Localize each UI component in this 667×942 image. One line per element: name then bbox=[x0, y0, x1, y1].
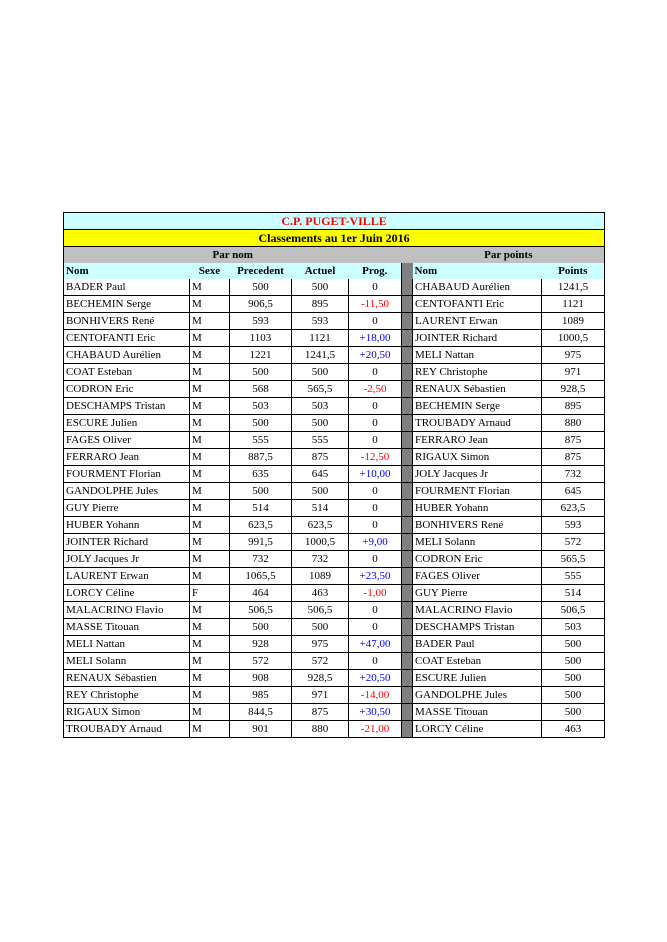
points-value: 500 bbox=[542, 653, 605, 670]
player-prog: 0 bbox=[349, 483, 402, 500]
player-sexe: M bbox=[190, 602, 230, 619]
separator-cell bbox=[402, 585, 413, 602]
table-row bbox=[64, 619, 605, 636]
table-row bbox=[64, 517, 605, 534]
col-prog: Prog. bbox=[349, 263, 402, 279]
player-prog: +20,50 bbox=[349, 347, 402, 364]
player-precedent: 572 bbox=[230, 653, 292, 670]
player-prog: +18,00 bbox=[349, 330, 402, 347]
player-sexe: M bbox=[190, 653, 230, 670]
player-precedent: 500 bbox=[230, 619, 292, 636]
player-name: FAGES Oliver bbox=[64, 432, 190, 449]
table-row bbox=[64, 704, 605, 721]
player-precedent: 464 bbox=[230, 585, 292, 602]
points-value: 1089 bbox=[542, 313, 605, 330]
table-row bbox=[64, 483, 605, 500]
player-name: MELI Solann bbox=[64, 653, 190, 670]
player-actuel: 500 bbox=[292, 279, 349, 296]
club-title: C.P. PUGET-VILLE bbox=[64, 213, 605, 230]
table-row bbox=[64, 500, 605, 517]
points-player-name: CODRON Eric bbox=[413, 551, 542, 568]
player-sexe: M bbox=[190, 296, 230, 313]
player-sexe: M bbox=[190, 466, 230, 483]
points-value: 880 bbox=[542, 415, 605, 432]
points-player-name: MASSE Titouan bbox=[413, 704, 542, 721]
separator-cell bbox=[402, 466, 413, 483]
player-name: LORCY Céline bbox=[64, 585, 190, 602]
player-precedent: 1221 bbox=[230, 347, 292, 364]
points-value: 565,5 bbox=[542, 551, 605, 568]
points-value: 514 bbox=[542, 585, 605, 602]
points-player-name: DESCHAMPS Tristan bbox=[413, 619, 542, 636]
player-name: RIGAUX Simon bbox=[64, 704, 190, 721]
points-player-name: HUBER Yohann bbox=[413, 500, 542, 517]
table-row bbox=[64, 449, 605, 466]
table-row bbox=[64, 279, 605, 296]
player-sexe: M bbox=[190, 347, 230, 364]
player-actuel: 875 bbox=[292, 449, 349, 466]
ranking-rows bbox=[64, 279, 605, 738]
player-sexe: M bbox=[190, 415, 230, 432]
table-row bbox=[64, 687, 605, 704]
ranking-title: Classements au 1er Juin 2016 bbox=[64, 230, 605, 247]
player-name: MALACRINO Flavio bbox=[64, 602, 190, 619]
points-player-name: CHABAUD Aurélien bbox=[413, 279, 542, 296]
col-nom-points: Nom bbox=[413, 263, 542, 279]
points-value: 463 bbox=[542, 721, 605, 738]
player-prog: 0 bbox=[349, 517, 402, 534]
player-prog: -12,50 bbox=[349, 449, 402, 466]
table-row bbox=[64, 466, 605, 483]
player-sexe: M bbox=[190, 704, 230, 721]
separator-cell bbox=[402, 313, 413, 330]
player-name: BADER Paul bbox=[64, 279, 190, 296]
player-prog: -11,50 bbox=[349, 296, 402, 313]
points-value: 971 bbox=[542, 364, 605, 381]
points-value: 593 bbox=[542, 517, 605, 534]
points-player-name: BECHEMIN Serge bbox=[413, 398, 542, 415]
player-prog: +23,50 bbox=[349, 568, 402, 585]
column-header-row bbox=[64, 263, 605, 279]
separator-cell bbox=[402, 449, 413, 466]
player-prog: 0 bbox=[349, 619, 402, 636]
table-row bbox=[64, 415, 605, 432]
section-header-row bbox=[64, 247, 605, 264]
player-sexe: M bbox=[190, 619, 230, 636]
col-nom: Nom bbox=[64, 263, 190, 279]
player-prog: +47,00 bbox=[349, 636, 402, 653]
player-name: TROUBADY Arnaud bbox=[64, 721, 190, 738]
table-row bbox=[64, 347, 605, 364]
player-actuel: 645 bbox=[292, 466, 349, 483]
points-player-name: MELI Solann bbox=[413, 534, 542, 551]
points-value: 875 bbox=[542, 432, 605, 449]
table-row bbox=[64, 534, 605, 551]
separator-cell bbox=[402, 721, 413, 738]
player-precedent: 901 bbox=[230, 721, 292, 738]
player-name: LAURENT Erwan bbox=[64, 568, 190, 585]
table-row bbox=[64, 585, 605, 602]
player-prog: 0 bbox=[349, 364, 402, 381]
player-sexe: M bbox=[190, 279, 230, 296]
player-actuel: 565,5 bbox=[292, 381, 349, 398]
player-prog: +20,50 bbox=[349, 670, 402, 687]
points-player-name: FAGES Oliver bbox=[413, 568, 542, 585]
player-prog: 0 bbox=[349, 415, 402, 432]
points-player-name: JOINTER Richard bbox=[413, 330, 542, 347]
player-actuel: 971 bbox=[292, 687, 349, 704]
points-player-name: MELI Nattan bbox=[413, 347, 542, 364]
player-name: GANDOLPHE Jules bbox=[64, 483, 190, 500]
points-value: 732 bbox=[542, 466, 605, 483]
separator-cell bbox=[402, 279, 413, 296]
player-sexe: M bbox=[190, 483, 230, 500]
player-prog: 0 bbox=[349, 551, 402, 568]
player-name: JOLY Jacques Jr bbox=[64, 551, 190, 568]
player-actuel: 503 bbox=[292, 398, 349, 415]
player-precedent: 500 bbox=[230, 415, 292, 432]
separator-cell bbox=[402, 534, 413, 551]
player-name: MELI Nattan bbox=[64, 636, 190, 653]
table-row bbox=[64, 670, 605, 687]
player-actuel: 572 bbox=[292, 653, 349, 670]
points-value: 500 bbox=[542, 704, 605, 721]
player-sexe: M bbox=[190, 551, 230, 568]
points-player-name: BONHIVERS René bbox=[413, 517, 542, 534]
separator-cell bbox=[402, 687, 413, 704]
points-value: 503 bbox=[542, 619, 605, 636]
player-actuel: 875 bbox=[292, 704, 349, 721]
table-row bbox=[64, 313, 605, 330]
player-sexe: M bbox=[190, 687, 230, 704]
player-precedent: 500 bbox=[230, 364, 292, 381]
player-actuel: 500 bbox=[292, 364, 349, 381]
player-actuel: 1000,5 bbox=[292, 534, 349, 551]
points-player-name: FERRARO Jean bbox=[413, 432, 542, 449]
points-value: 928,5 bbox=[542, 381, 605, 398]
player-sexe: M bbox=[190, 568, 230, 585]
player-name: BECHEMIN Serge bbox=[64, 296, 190, 313]
player-actuel: 514 bbox=[292, 500, 349, 517]
player-sexe: M bbox=[190, 500, 230, 517]
points-player-name: JOLY Jacques Jr bbox=[413, 466, 542, 483]
points-value: 1241,5 bbox=[542, 279, 605, 296]
points-player-name: LORCY Céline bbox=[413, 721, 542, 738]
points-player-name: RIGAUX Simon bbox=[413, 449, 542, 466]
player-actuel: 928,5 bbox=[292, 670, 349, 687]
points-value: 1000,5 bbox=[542, 330, 605, 347]
player-sexe: M bbox=[190, 381, 230, 398]
player-sexe: M bbox=[190, 534, 230, 551]
separator-cell bbox=[402, 704, 413, 721]
separator-cell bbox=[402, 517, 413, 534]
separator-cell bbox=[402, 347, 413, 364]
player-sexe: M bbox=[190, 330, 230, 347]
player-prog: +9,00 bbox=[349, 534, 402, 551]
player-actuel: 555 bbox=[292, 432, 349, 449]
table-row bbox=[64, 381, 605, 398]
points-player-name: REY Christophe bbox=[413, 364, 542, 381]
player-actuel: 500 bbox=[292, 415, 349, 432]
player-prog: -14,00 bbox=[349, 687, 402, 704]
points-value: 975 bbox=[542, 347, 605, 364]
player-sexe: M bbox=[190, 449, 230, 466]
points-player-name: BADER Paul bbox=[413, 636, 542, 653]
player-sexe: M bbox=[190, 721, 230, 738]
player-precedent: 506,5 bbox=[230, 602, 292, 619]
player-name: REY Christophe bbox=[64, 687, 190, 704]
player-precedent: 844,5 bbox=[230, 704, 292, 721]
player-precedent: 985 bbox=[230, 687, 292, 704]
player-precedent: 991,5 bbox=[230, 534, 292, 551]
separator-cell bbox=[402, 500, 413, 517]
player-name: JOINTER Richard bbox=[64, 534, 190, 551]
points-player-name: COAT Esteban bbox=[413, 653, 542, 670]
player-actuel: 623,5 bbox=[292, 517, 349, 534]
table-row bbox=[64, 330, 605, 347]
player-name: DESCHAMPS Tristan bbox=[64, 398, 190, 415]
points-value: 500 bbox=[542, 670, 605, 687]
player-actuel: 732 bbox=[292, 551, 349, 568]
points-player-name: RENAUX Sébastien bbox=[413, 381, 542, 398]
table-row bbox=[64, 432, 605, 449]
table-row bbox=[64, 653, 605, 670]
player-precedent: 1103 bbox=[230, 330, 292, 347]
player-name: BONHIVERS René bbox=[64, 313, 190, 330]
player-precedent: 593 bbox=[230, 313, 292, 330]
player-name: FOURMENT Florian bbox=[64, 466, 190, 483]
player-sexe: F bbox=[190, 585, 230, 602]
table-row bbox=[64, 602, 605, 619]
club-title-row bbox=[64, 213, 605, 230]
player-name: COAT Esteban bbox=[64, 364, 190, 381]
player-actuel: 1089 bbox=[292, 568, 349, 585]
player-precedent: 1065,5 bbox=[230, 568, 292, 585]
section-by-points: Par points bbox=[413, 247, 605, 264]
points-value: 645 bbox=[542, 483, 605, 500]
player-sexe: M bbox=[190, 517, 230, 534]
player-name: FERRARO Jean bbox=[64, 449, 190, 466]
points-value: 500 bbox=[542, 636, 605, 653]
ranking-title-row bbox=[64, 230, 605, 247]
separator-cell bbox=[402, 636, 413, 653]
separator-cell bbox=[402, 670, 413, 687]
separator-cell bbox=[402, 653, 413, 670]
table-row bbox=[64, 636, 605, 653]
player-actuel: 500 bbox=[292, 483, 349, 500]
points-value: 875 bbox=[542, 449, 605, 466]
player-actuel: 463 bbox=[292, 585, 349, 602]
rankings-table bbox=[63, 212, 605, 738]
section-by-name: Par nom bbox=[64, 247, 402, 264]
player-precedent: 635 bbox=[230, 466, 292, 483]
col-points: Points bbox=[542, 263, 605, 279]
player-sexe: M bbox=[190, 636, 230, 653]
points-player-name: LAURENT Erwan bbox=[413, 313, 542, 330]
points-player-name: GUY Pierre bbox=[413, 585, 542, 602]
player-name: RENAUX Sébastien bbox=[64, 670, 190, 687]
player-prog: +30,50 bbox=[349, 704, 402, 721]
player-prog: 0 bbox=[349, 432, 402, 449]
player-name: HUBER Yohann bbox=[64, 517, 190, 534]
player-precedent: 906,5 bbox=[230, 296, 292, 313]
separator-cell bbox=[402, 619, 413, 636]
separator-cell bbox=[402, 296, 413, 313]
player-sexe: M bbox=[190, 670, 230, 687]
player-prog: -1,00 bbox=[349, 585, 402, 602]
player-name: CHABAUD Aurélien bbox=[64, 347, 190, 364]
player-actuel: 1121 bbox=[292, 330, 349, 347]
player-name: ESCURE Julien bbox=[64, 415, 190, 432]
points-value: 506,5 bbox=[542, 602, 605, 619]
points-player-name: FOURMENT Florian bbox=[413, 483, 542, 500]
player-sexe: M bbox=[190, 364, 230, 381]
table-row bbox=[64, 721, 605, 738]
player-prog: 0 bbox=[349, 653, 402, 670]
player-actuel: 500 bbox=[292, 619, 349, 636]
separator-cell bbox=[402, 551, 413, 568]
separator-cell bbox=[402, 364, 413, 381]
separator-cell bbox=[402, 415, 413, 432]
player-name: GUY Pierre bbox=[64, 500, 190, 517]
table-row bbox=[64, 551, 605, 568]
separator-cell bbox=[402, 381, 413, 398]
player-sexe: M bbox=[190, 398, 230, 415]
player-precedent: 732 bbox=[230, 551, 292, 568]
points-value: 895 bbox=[542, 398, 605, 415]
player-prog: 0 bbox=[349, 279, 402, 296]
player-name: MASSE Titouan bbox=[64, 619, 190, 636]
player-actuel: 880 bbox=[292, 721, 349, 738]
separator-cell bbox=[402, 432, 413, 449]
player-prog: 0 bbox=[349, 500, 402, 517]
player-precedent: 555 bbox=[230, 432, 292, 449]
player-precedent: 514 bbox=[230, 500, 292, 517]
points-value: 1121 bbox=[542, 296, 605, 313]
col-precedent: Precedent bbox=[230, 263, 292, 279]
player-name: CENTOFANTI Eric bbox=[64, 330, 190, 347]
player-prog: -2,50 bbox=[349, 381, 402, 398]
player-prog: -21,00 bbox=[349, 721, 402, 738]
player-precedent: 887,5 bbox=[230, 449, 292, 466]
col-sexe: Sexe bbox=[190, 263, 230, 279]
separator-cell bbox=[402, 602, 413, 619]
player-prog: 0 bbox=[349, 313, 402, 330]
player-precedent: 500 bbox=[230, 483, 292, 500]
table-row bbox=[64, 568, 605, 585]
separator-cell bbox=[402, 398, 413, 415]
player-name: CODRON Eric bbox=[64, 381, 190, 398]
player-actuel: 895 bbox=[292, 296, 349, 313]
separator-cell bbox=[402, 330, 413, 347]
points-value: 500 bbox=[542, 687, 605, 704]
player-prog: 0 bbox=[349, 398, 402, 415]
player-prog: 0 bbox=[349, 602, 402, 619]
player-actuel: 1241,5 bbox=[292, 347, 349, 364]
player-precedent: 928 bbox=[230, 636, 292, 653]
points-player-name: CENTOFANTI Eric bbox=[413, 296, 542, 313]
player-precedent: 908 bbox=[230, 670, 292, 687]
player-sexe: M bbox=[190, 432, 230, 449]
points-value: 572 bbox=[542, 534, 605, 551]
col-actuel: Actuel bbox=[292, 263, 349, 279]
player-sexe: M bbox=[190, 313, 230, 330]
separator-cell bbox=[402, 568, 413, 585]
player-actuel: 593 bbox=[292, 313, 349, 330]
table-row bbox=[64, 364, 605, 381]
table-row bbox=[64, 398, 605, 415]
points-value: 555 bbox=[542, 568, 605, 585]
points-player-name: TROUBADY Arnaud bbox=[413, 415, 542, 432]
player-precedent: 623,5 bbox=[230, 517, 292, 534]
separator-cell bbox=[402, 247, 413, 264]
table-row bbox=[64, 296, 605, 313]
player-precedent: 500 bbox=[230, 279, 292, 296]
player-actuel: 506,5 bbox=[292, 602, 349, 619]
points-player-name: ESCURE Julien bbox=[413, 670, 542, 687]
player-precedent: 503 bbox=[230, 398, 292, 415]
separator-cell bbox=[402, 483, 413, 500]
player-prog: +10,00 bbox=[349, 466, 402, 483]
points-value: 623,5 bbox=[542, 500, 605, 517]
points-player-name: MALACRINO Flavio bbox=[413, 602, 542, 619]
points-player-name: GANDOLPHE Jules bbox=[413, 687, 542, 704]
player-actuel: 975 bbox=[292, 636, 349, 653]
player-precedent: 568 bbox=[230, 381, 292, 398]
separator-cell bbox=[402, 263, 413, 279]
